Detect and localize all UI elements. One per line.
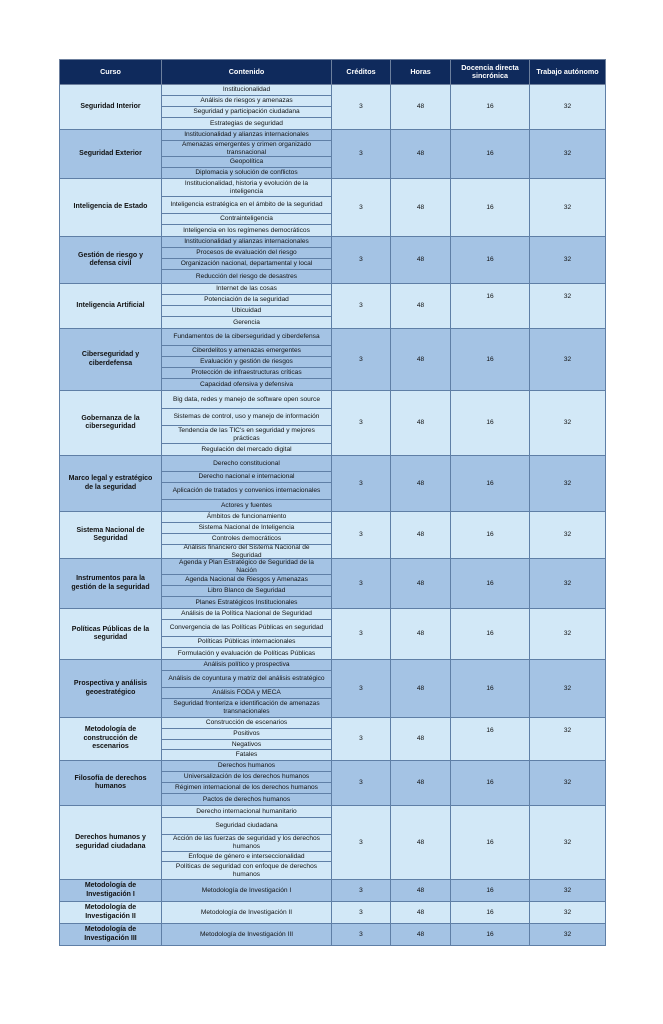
contenido-item: Potenciación de la seguridad — [162, 295, 331, 306]
curso-cell: Gestión de riesgo y defensa civil — [60, 237, 162, 284]
contenido-item: Universalización de los derechos humanos — [162, 772, 331, 783]
contenido-item: Big data, redes y manejo de software open source — [162, 391, 331, 409]
contenido-item: Análisis financiero del Sistema Nacional de Seguridad — [183, 543, 310, 559]
autonomo-cell: 32 — [530, 609, 606, 660]
contenido-item: Pactos de derechos humanos — [202, 795, 291, 803]
contenido-item: Amenazas emergentes y crimen organizado transnacional — [162, 141, 331, 157]
curso-cell: Metodología de construcción de escenarios — [60, 718, 162, 761]
table-row — [60, 902, 606, 924]
curso-cell: Filosofía de derechos humanos — [60, 761, 162, 806]
table-row — [60, 85, 606, 130]
creditos-cell: 3 — [332, 559, 391, 609]
curso-cell: Seguridad Interior — [60, 85, 162, 130]
contenido-item: Geopolítica — [162, 157, 331, 168]
contenido-cell — [162, 512, 332, 559]
docencia-cell: 16 — [451, 512, 530, 559]
docencia-cell: 16 — [451, 761, 530, 806]
creditos-cell: 3 — [332, 179, 391, 237]
docencia-cell: 16 — [451, 130, 530, 179]
docencia-cell: 16 — [451, 179, 530, 237]
contenido-item: Procesos de evaluación del riesgo — [162, 248, 331, 259]
table-row — [60, 559, 606, 609]
autonomo-cell: 32 — [530, 718, 606, 761]
header-row — [60, 60, 606, 85]
contenido-item: Formulación y evaluación de Políticas Públicas — [177, 649, 316, 657]
contenido-cell — [162, 660, 332, 718]
table-body — [60, 85, 606, 946]
creditos-cell: 3 — [332, 85, 391, 130]
contenido-item: Aplicación de tratados y convenios internacionales — [162, 483, 331, 500]
contenido-item: Ubicuidad — [162, 306, 331, 317]
contenido-item: Políticas Públicas internacionales — [162, 637, 331, 648]
contenido-item: Metodología de Investigación III — [199, 930, 294, 938]
horas-cell: 48 — [391, 284, 451, 329]
contenido-item: Convergencia de las Políticas Públicas en seguridad — [162, 620, 331, 637]
horas-cell: 48 — [391, 559, 451, 609]
contenido-cell — [162, 456, 332, 512]
table-row — [60, 179, 606, 237]
contenido-cell — [162, 609, 332, 660]
contenido-item: Análisis político y prospectiva — [162, 660, 331, 671]
autonomo-cell: 32 — [530, 924, 606, 946]
contenido-item: Ámbitos de funcionamiento — [162, 512, 331, 523]
contenido-item: Construcción de escenarios — [162, 718, 331, 729]
curso-cell: Inteligencia de Estado — [60, 179, 162, 237]
table-row — [60, 391, 606, 456]
horas-cell: 48 — [391, 130, 451, 179]
docencia-cell: 16 — [451, 718, 530, 761]
creditos-cell: 3 — [332, 880, 391, 902]
table-row — [60, 761, 606, 806]
table-row — [60, 130, 606, 179]
autonomo-cell: 32 — [530, 179, 606, 237]
docencia-cell: 16 — [451, 559, 530, 609]
contenido-cell — [162, 179, 332, 237]
header-autonomo: Trabajo autónomo — [530, 60, 606, 85]
contenido-item: Derecho nacional e internacional — [162, 472, 331, 483]
docencia-cell: 16 — [451, 806, 530, 880]
contenido-item: Internet de las cosas — [162, 284, 331, 295]
contenido-item: Análisis de coyuntura y matriz del análisis estratégico — [162, 671, 331, 688]
contenido-item: Derechos humanos — [162, 761, 331, 772]
contenido-item: Inteligencia estratégica en el ámbito de la seguridad — [162, 197, 331, 214]
contenido-cell — [162, 85, 332, 130]
curso-cell: Marco legal y estratégico de la seguridad — [60, 456, 162, 512]
contenido-item: Régimen internacional de los derechos humanos — [162, 783, 331, 794]
contenido-item: Sistema Nacional de Inteligencia — [162, 523, 331, 534]
contenido-item: Gerencia — [233, 318, 260, 326]
contenido-item: Metodología de Investigación II — [200, 908, 293, 916]
contenido-cell — [162, 130, 332, 179]
contenido-item: Institucionalidad y alianzas internacionales — [162, 130, 331, 141]
autonomo-cell: 32 — [530, 85, 606, 130]
autonomo-cell: 32 — [530, 456, 606, 512]
contenido-item: Análisis de la Política Nacional de Seguridad — [162, 609, 331, 620]
table-row — [60, 456, 606, 512]
docencia-cell: 16 — [451, 456, 530, 512]
contenido-item: Análisis FODA y MECA — [162, 688, 331, 699]
contenido-item: Institucionalidad, historia y evolución de la inteligencia — [162, 179, 331, 197]
table-row — [60, 512, 606, 559]
contenido-item: Seguridad fronteriza e identificación de amenazas transnacionales — [173, 700, 320, 715]
contenido-item: Diplomacia y solución de conflictos — [195, 169, 298, 177]
autonomo-cell: 32 — [530, 761, 606, 806]
horas-cell: 48 — [391, 85, 451, 130]
contenido-item: Agenda Nacional de Riesgos y Amenazas — [162, 575, 331, 586]
horas-cell: 48 — [391, 456, 451, 512]
curso-cell: Derechos humanos y seguridad ciudadana — [60, 806, 162, 880]
horas-cell: 48 — [391, 179, 451, 237]
docencia-cell: 16 — [451, 85, 530, 130]
curso-cell: Seguridad Exterior — [60, 130, 162, 179]
contenido-item: Derecho internacional humanitario — [162, 806, 331, 818]
horas-cell: 48 — [391, 512, 451, 559]
contenido-cell — [162, 924, 332, 946]
contenido-cell — [162, 284, 332, 329]
horas-cell: 48 — [391, 761, 451, 806]
courses-table — [59, 59, 606, 946]
horas-cell: 48 — [391, 718, 451, 761]
contenido-item: Inteligencia en los regímenes democráticos — [183, 226, 310, 234]
contenido-item: Institucionalidad y alianzas internacionales — [162, 237, 331, 248]
contenido-cell — [162, 237, 332, 284]
creditos-cell: 3 — [332, 237, 391, 284]
creditos-cell: 3 — [332, 609, 391, 660]
contenido-item: Derecho constitucional — [162, 456, 331, 472]
table-row — [60, 924, 606, 946]
contenido-cell — [162, 559, 332, 609]
horas-cell: 48 — [391, 329, 451, 391]
creditos-cell: 3 — [332, 660, 391, 718]
autonomo-cell: 32 — [530, 902, 606, 924]
horas-cell: 48 — [391, 609, 451, 660]
contenido-item: Ciberdelitos y amenazas emergentes — [162, 346, 331, 357]
contenido-cell — [162, 880, 332, 902]
curso-cell: Prospectiva y análisis geoestratégico — [60, 660, 162, 718]
table-row — [60, 609, 606, 660]
contenido-item: Evaluación y gestión de riesgos — [162, 357, 331, 368]
contenido-item: Contrainteligencia — [162, 214, 331, 225]
curso-cell: Metodología de Investigación II — [60, 902, 162, 924]
autonomo-cell: 32 — [530, 284, 606, 329]
contenido-item: Protección de infraestructuras críticas — [162, 368, 331, 379]
autonomo-cell: 32 — [530, 559, 606, 609]
horas-cell: 48 — [391, 237, 451, 284]
autonomo-cell: 32 — [530, 391, 606, 456]
header-curso: Curso — [60, 60, 162, 85]
header-contenido: Contenido — [162, 60, 332, 85]
contenido-item: Seguridad y participación ciudadana — [162, 107, 331, 118]
docencia-cell: 16 — [451, 329, 530, 391]
curso-cell: Metodología de Investigación III — [60, 924, 162, 946]
docencia-cell: 16 — [451, 924, 530, 946]
contenido-item: Fatales — [235, 751, 258, 759]
contenido-item: Positivos — [162, 729, 331, 740]
table-row — [60, 237, 606, 284]
horas-cell: 48 — [391, 660, 451, 718]
autonomo-cell: 32 — [530, 329, 606, 391]
header-docencia: Docencia directa sincrónica — [451, 60, 530, 85]
docencia-cell: 16 — [451, 391, 530, 456]
contenido-item: Reducción del riesgo de desastres — [195, 272, 298, 280]
curso-cell: Sistema Nacional de Seguridad — [60, 512, 162, 559]
table-row — [60, 660, 606, 718]
creditos-cell: 3 — [332, 806, 391, 880]
docencia-cell: 16 — [451, 880, 530, 902]
table-row — [60, 880, 606, 902]
horas-cell: 48 — [391, 880, 451, 902]
autonomo-cell: 32 — [530, 660, 606, 718]
curso-cell: Metodología de Investigación I — [60, 880, 162, 902]
contenido-cell — [162, 761, 332, 806]
contenido-item: Políticas de seguridad con enfoque de derechos humanos — [175, 862, 318, 878]
curso-cell: Ciberseguridad y ciberdefensa — [60, 329, 162, 391]
contenido-cell — [162, 806, 332, 880]
contenido-cell — [162, 391, 332, 456]
contenido-cell — [162, 329, 332, 391]
contenido-item: Organización nacional, departamental y local — [162, 259, 331, 270]
docencia-cell: 16 — [451, 284, 530, 329]
creditos-cell: 3 — [332, 391, 391, 456]
curso-cell: Gobernanza de la ciberseguridad — [60, 391, 162, 456]
docencia-cell: 16 — [451, 609, 530, 660]
contenido-item: Metodología de Investigación I — [201, 886, 292, 894]
creditos-cell: 3 — [332, 512, 391, 559]
autonomo-cell: 32 — [530, 880, 606, 902]
horas-cell: 48 — [391, 806, 451, 880]
contenido-item: Agenda y Plan Estratégico de Seguridad de la Nación — [162, 559, 331, 575]
contenido-item: Acción de las fuerzas de seguridad y los derechos humanos — [162, 835, 331, 852]
contenido-item: Controles democráticos — [162, 534, 331, 545]
curso-cell: Políticas Públicas de la seguridad — [60, 609, 162, 660]
table-row — [60, 718, 606, 761]
docencia-cell: 16 — [451, 660, 530, 718]
curso-cell: Instrumentos para la gestión de la seguridad — [60, 559, 162, 609]
table-row — [60, 806, 606, 880]
contenido-item: Enfoque de género e interseccionalidad — [162, 852, 331, 862]
contenido-item: Seguridad ciudadana — [162, 818, 331, 835]
creditos-cell: 3 — [332, 718, 391, 761]
autonomo-cell: 32 — [530, 806, 606, 880]
contenido-item: Actores y fuentes — [221, 501, 272, 509]
header-creditos: Créditos — [332, 60, 391, 85]
contenido-item: Capacidad ofensiva y defensiva — [199, 380, 294, 388]
autonomo-cell: 32 — [530, 512, 606, 559]
horas-cell: 48 — [391, 924, 451, 946]
contenido-item: Estrategias de seguridad — [210, 119, 283, 127]
creditos-cell: 3 — [332, 329, 391, 391]
contenido-item: Planes Estratégicos Institucionales — [195, 598, 298, 606]
horas-cell: 48 — [391, 391, 451, 456]
creditos-cell: 3 — [332, 456, 391, 512]
docencia-cell: 16 — [451, 237, 530, 284]
contenido-item: Análisis de riesgos y amenazas — [162, 96, 331, 107]
table-row — [60, 284, 606, 329]
contenido-cell — [162, 718, 332, 761]
contenido-item: Regulación del mercado digital — [201, 445, 292, 453]
contenido-item: Institucionalidad — [162, 85, 331, 96]
creditos-cell: 3 — [332, 924, 391, 946]
header-horas: Horas — [391, 60, 451, 85]
contenido-item: Sistemas de control, uso y manejo de información — [162, 409, 331, 426]
autonomo-cell: 32 — [530, 130, 606, 179]
creditos-cell: 3 — [332, 284, 391, 329]
contenido-cell — [162, 902, 332, 924]
curso-cell: Inteligencia Artificial — [60, 284, 162, 329]
creditos-cell: 3 — [332, 130, 391, 179]
creditos-cell: 3 — [332, 902, 391, 924]
horas-cell: 48 — [391, 902, 451, 924]
contenido-item: Tendencia de las TIC's en seguridad y mejores prácticas — [162, 426, 331, 444]
docencia-cell: 16 — [451, 902, 530, 924]
creditos-cell: 3 — [332, 761, 391, 806]
contenido-item: Libro Blanco de Seguridad — [162, 586, 331, 597]
autonomo-cell: 32 — [530, 237, 606, 284]
table-row — [60, 329, 606, 391]
contenido-item: Negativos — [162, 740, 331, 750]
contenido-item: Fundamentos de la ciberseguridad y ciberdefensa — [162, 329, 331, 346]
